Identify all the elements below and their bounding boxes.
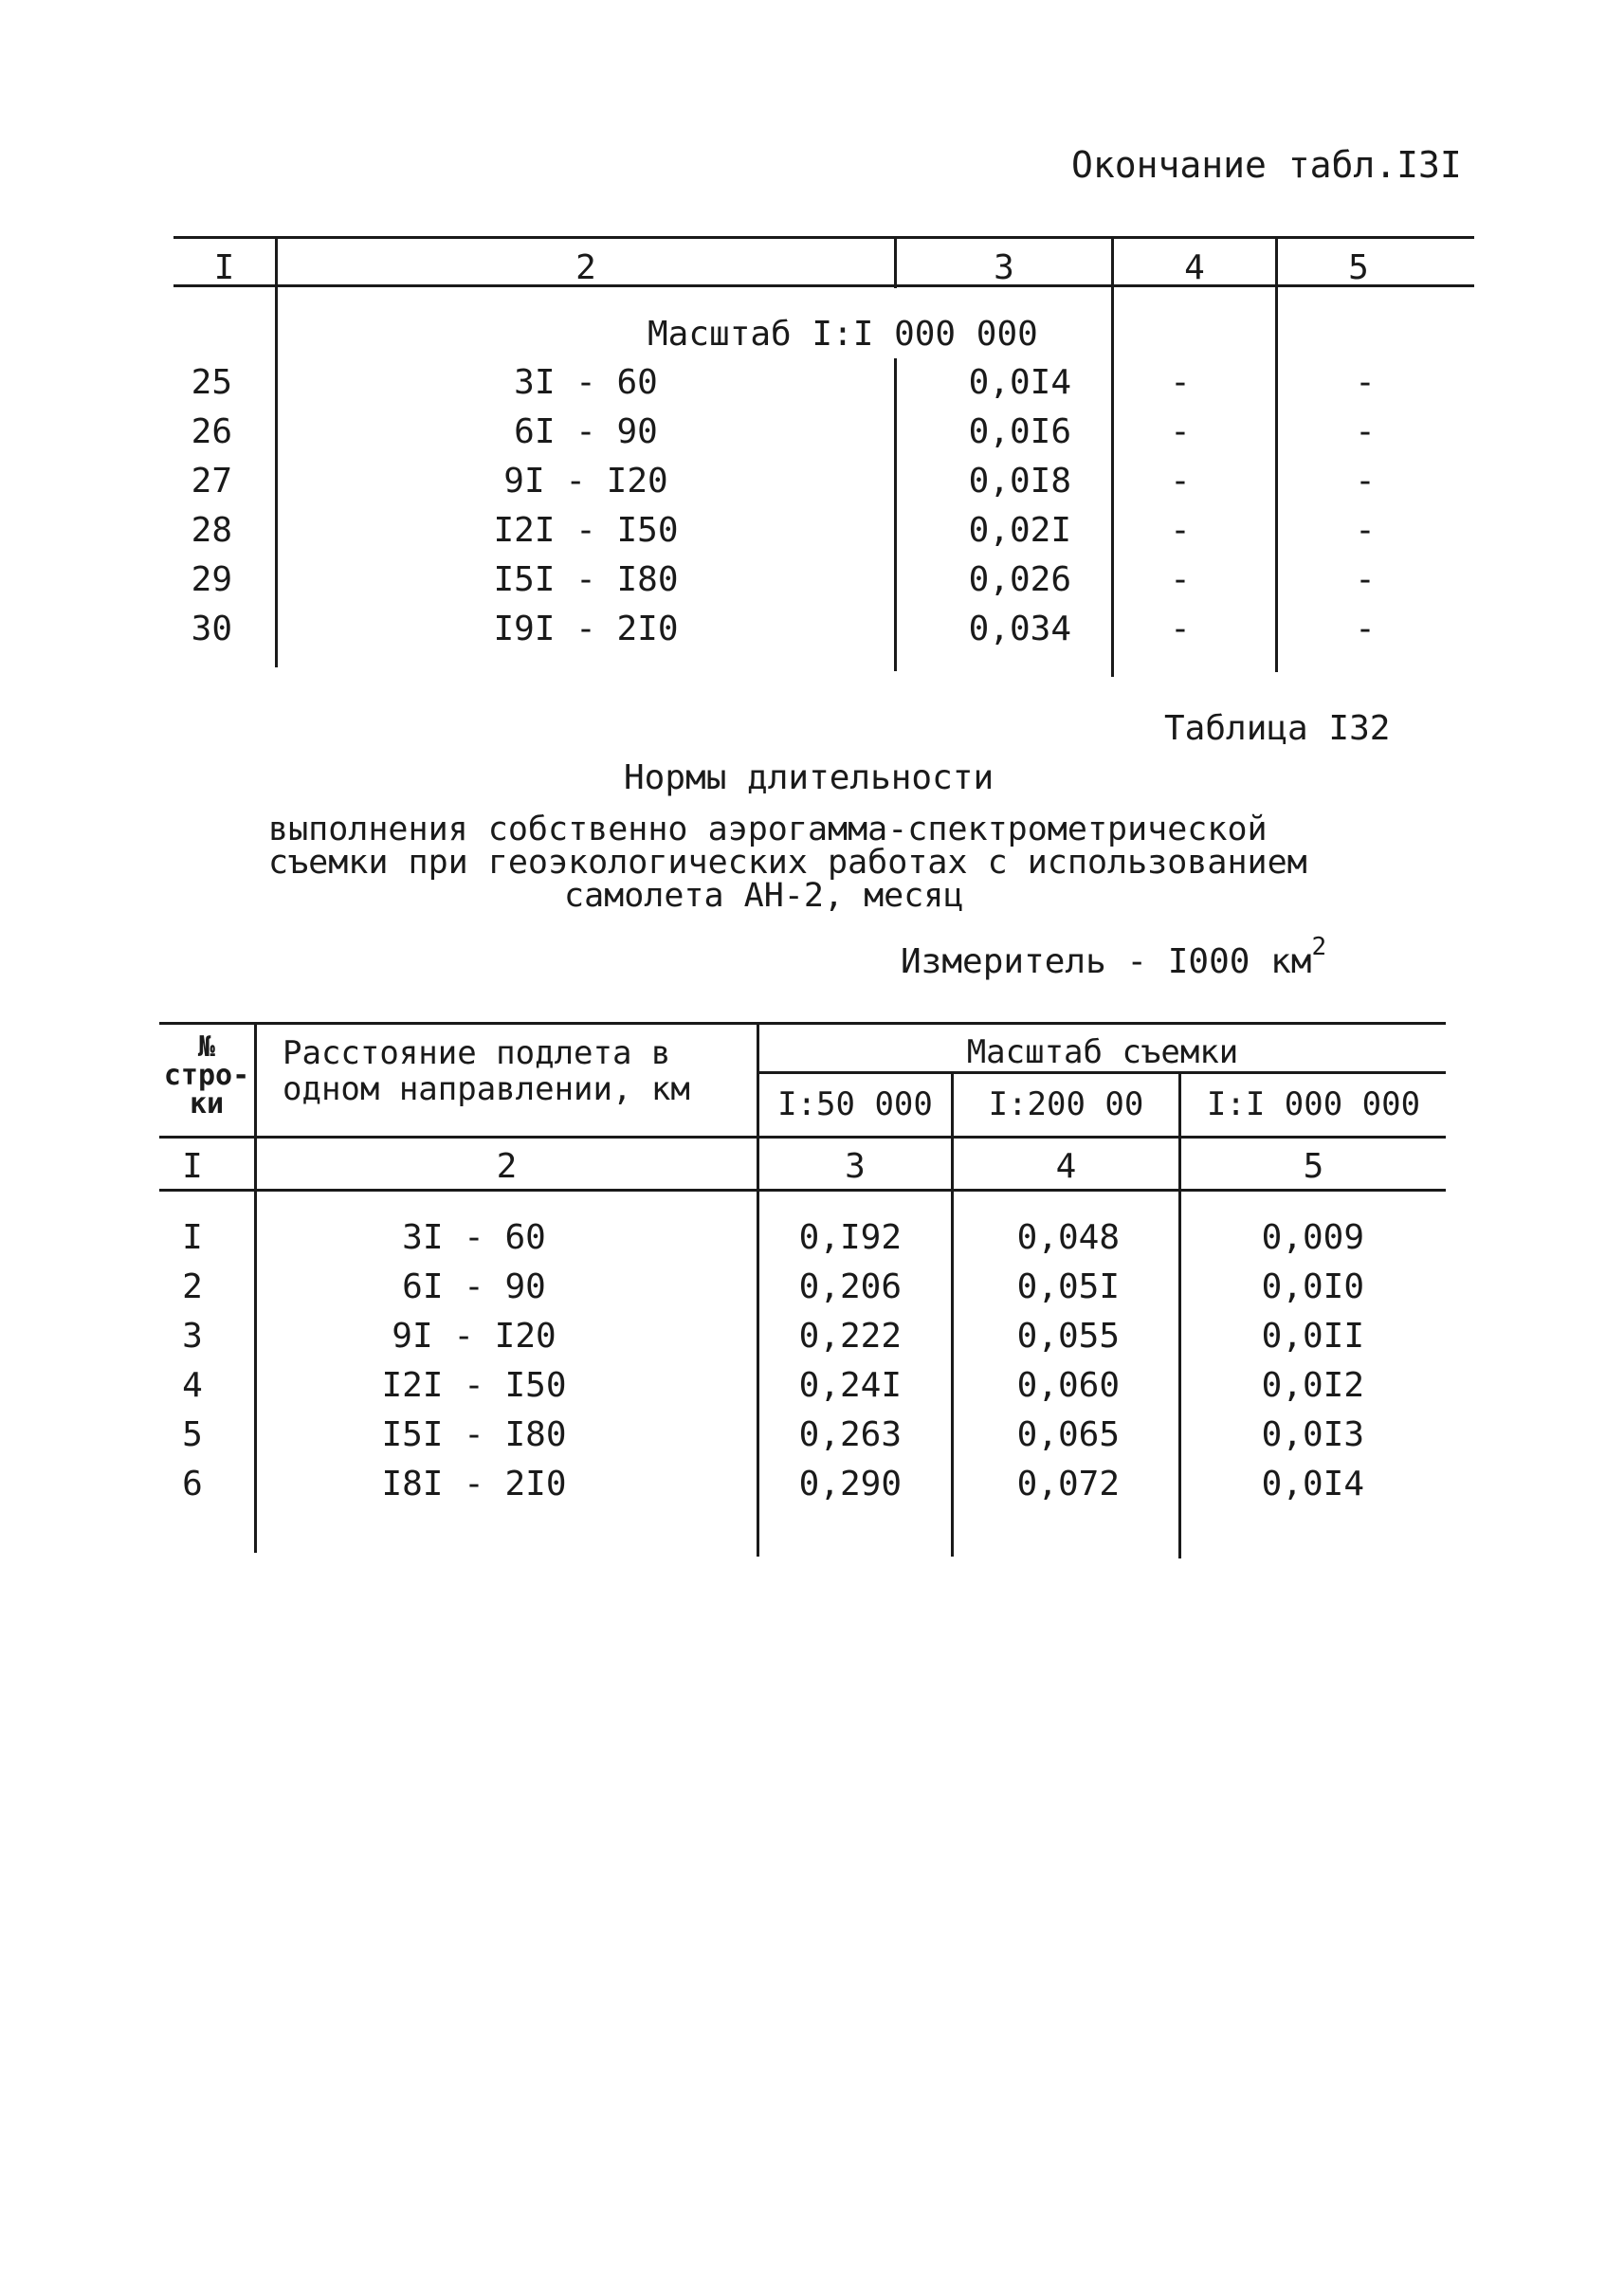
table-131-col-4-header: 4 [1184, 248, 1205, 287]
distance-header [283, 1035, 690, 1107]
continuation-label: Окончание табл.I3I [1071, 144, 1462, 186]
table-131-col-5-header: 5 [1348, 248, 1369, 287]
scale-2-value: 0,05I [1016, 1267, 1120, 1306]
scale-header-2: I:200 00 [988, 1085, 1144, 1123]
table-132-unit [901, 933, 1327, 981]
scale-1-value: 0,206 [798, 1267, 902, 1306]
norm-value: 0,0I8 [968, 462, 1071, 501]
table-131-col-2-header: 2 [575, 248, 596, 287]
distance-range: I2I - I50 [381, 1366, 567, 1405]
scale-3-value: 0,0I4 [1261, 1465, 1364, 1503]
row-number: 6 [182, 1465, 203, 1503]
norm-value: 0,0I6 [968, 412, 1071, 451]
scale-header-1: I:50 000 [777, 1085, 933, 1123]
col-4-value: - [1170, 511, 1191, 550]
scale-1-value: 0,290 [798, 1465, 902, 1503]
table-132-col-1-number: I [182, 1147, 203, 1186]
distance-range: I8I - 2I0 [381, 1465, 567, 1503]
col-5-value: - [1355, 363, 1376, 402]
scale-1-value: 0,24I [798, 1366, 902, 1405]
table-132-col-5-number: 5 [1303, 1147, 1324, 1186]
rownum-header-line-3: ки [189, 1087, 225, 1121]
col-5-value: - [1355, 412, 1376, 451]
scale-1-value: 0,263 [798, 1415, 902, 1454]
scale-3-value: 0,009 [1261, 1218, 1364, 1257]
row-number: 27 [191, 462, 232, 501]
table-132-top-rule [159, 1022, 1446, 1025]
distance-range: 3I - 60 [402, 1218, 546, 1257]
table-132-colnum-rule [159, 1189, 1446, 1192]
norm-value: 0,0I4 [968, 363, 1071, 402]
col-5-value: - [1355, 560, 1376, 599]
distance-range: I5I - I80 [381, 1415, 567, 1454]
scale-2-value: 0,048 [1016, 1218, 1120, 1257]
distance-range: 6I - 90 [514, 412, 658, 451]
distance-range: I9I - 2I0 [493, 610, 679, 648]
scale-3-value: 0,0II [1261, 1317, 1364, 1356]
scale-2-value: 0,060 [1016, 1366, 1120, 1405]
table-132-scale-group-rule [758, 1071, 1446, 1074]
scale-header-3: I:I 000 000 [1206, 1085, 1421, 1123]
unit-superscript: 2 [1311, 933, 1327, 961]
rownum-header-line-2: стро- [163, 1059, 250, 1092]
table-132-col-2-number: 2 [496, 1147, 518, 1186]
row-number: 25 [191, 363, 232, 402]
row-number: 4 [182, 1366, 203, 1405]
table-131-vrule-1 [275, 236, 278, 667]
rownum-header [159, 1030, 254, 1121]
table-132-col-3-number: 3 [845, 1147, 866, 1186]
norm-value: 0,02I [968, 511, 1071, 550]
scale-1-value: 0,I92 [798, 1218, 902, 1257]
col-4-value: - [1170, 412, 1191, 451]
row-number: 28 [191, 511, 232, 550]
col-4-value: - [1170, 560, 1191, 599]
scale-1-value: 0,222 [798, 1317, 902, 1356]
row-number: 3 [182, 1317, 203, 1356]
table-132-header-rule [159, 1136, 1446, 1139]
rownum-header-line-1: № [197, 1030, 216, 1064]
row-number: 26 [191, 412, 232, 451]
scale-2-value: 0,055 [1016, 1317, 1120, 1356]
scale-group-header: Масштаб съемки [966, 1033, 1239, 1071]
col-5-value: - [1355, 511, 1376, 550]
scale-2-value: 0,072 [1016, 1465, 1120, 1503]
table-132-title: Нормы длительности [624, 758, 994, 797]
row-number: 5 [182, 1415, 203, 1454]
distance-header-line-1: Расстояние подлета в [283, 1034, 671, 1072]
table-132-subtitle-line-2: съемки при геоэкологических работах с использованием [268, 844, 1307, 882]
table-131-section-label: Масштаб I:I 000 000 [648, 315, 1038, 354]
col-4-value: - [1170, 462, 1191, 501]
distance-range: I5I - I80 [493, 560, 679, 599]
table-131-vrule-4 [1275, 236, 1278, 672]
scale-2-value: 0,065 [1016, 1415, 1120, 1454]
table-131-col-3-header: 3 [994, 248, 1014, 287]
distance-range: 9I - I20 [503, 462, 668, 501]
row-number: 30 [191, 610, 232, 648]
row-number: 2 [182, 1267, 203, 1306]
table-131-top-rule [173, 236, 1474, 239]
distance-range: 3I - 60 [514, 363, 658, 402]
norm-value: 0,026 [968, 560, 1071, 599]
table-132-label: Таблица I32 [1164, 709, 1391, 748]
distance-range: I2I - I50 [493, 511, 679, 550]
distance-range: 9I - I20 [392, 1317, 557, 1356]
table-132-subtitle-line-3: самолета АН-2, месяц [564, 877, 964, 915]
row-number: 29 [191, 560, 232, 599]
norm-value: 0,034 [968, 610, 1071, 648]
table-132-col-4-number: 4 [1055, 1147, 1077, 1186]
row-number: I [182, 1218, 203, 1257]
table-132-subtitle-line-1: выполнения собственно аэрогамма-спектрометрической [268, 811, 1268, 848]
col-4-value: - [1170, 610, 1191, 648]
col-4-value: - [1170, 363, 1191, 402]
table-131-col-1-header: I [213, 248, 235, 287]
col-5-value: - [1355, 462, 1376, 501]
table-132-vrule-1 [254, 1022, 257, 1553]
unit-text: Измеритель - I000 км [901, 942, 1312, 981]
scale-3-value: 0,0I2 [1261, 1366, 1364, 1405]
col-5-value: - [1355, 610, 1376, 648]
scale-3-value: 0,0I3 [1261, 1415, 1364, 1454]
distance-range: 6I - 90 [402, 1267, 546, 1306]
distance-header-line-2: одном направлении, км [283, 1070, 690, 1108]
scale-3-value: 0,0I0 [1261, 1267, 1364, 1306]
